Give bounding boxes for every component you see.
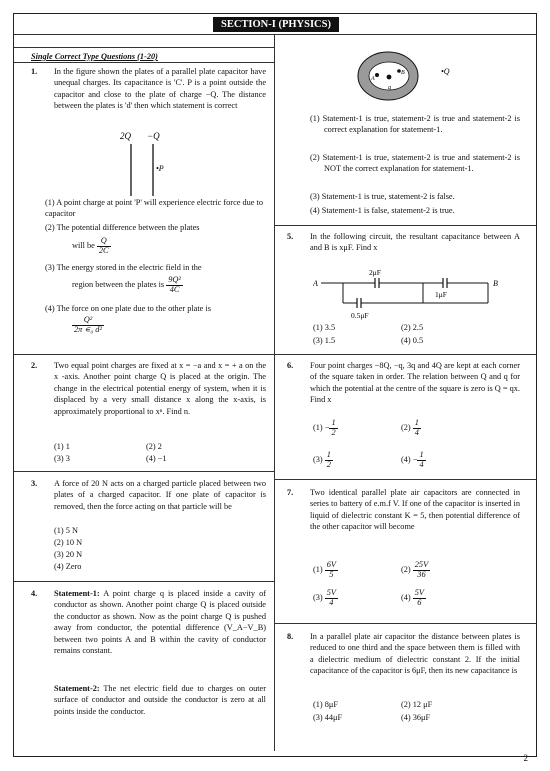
q5-option-4: (4) 0.5 <box>401 336 424 345</box>
q6-option-1: (1) − $\frac{1}{2}$ <box>313 418 336 437</box>
question-text: In the following circuit, the resultant capacitance between A and B is xμF. Find x <box>310 232 520 253</box>
q4-option-2: (2) Statement-1 is true, statement-2 is true and statement-2 is NOT the correct explanation for statement-1. <box>310 153 520 174</box>
row-rule-r4 <box>275 623 536 624</box>
question-number: 3. <box>31 479 38 488</box>
q5-option-1: (1) 3.5 <box>313 323 336 332</box>
q1-option-3: (3) The energy stored in the electric field in the <box>45 263 202 272</box>
row-rule-2 <box>14 471 275 472</box>
q3-option-1: (1) 5 N <box>54 526 78 535</box>
q7-option-1: (1) $\frac{6V}{5}$ <box>313 560 336 579</box>
question-number: 8. <box>287 632 294 641</box>
question-text: Two equal point charges are fixed at x = −a and x = + a on the x -axis. Another point charge Q is placed at the origin. The change in the electrical potential energy of system, when it is displaced by a very small distance x along the x-axis, is approximately proportional to xⁿ. Find n. <box>54 361 266 416</box>
q2-option-4: (4) −1 <box>146 454 167 463</box>
q8-option-3: (3) 44μF <box>313 713 343 722</box>
charge-Q: •Q <box>441 67 450 76</box>
q2-option-3: (3) 3 <box>54 454 70 463</box>
q7-option-3: (3) $\frac{5V}{4}$ <box>313 588 336 607</box>
terminal-a: A <box>313 279 318 288</box>
q8-option-1: (1) 8μF <box>313 700 338 709</box>
q6-option-4: (4) − $\frac{1}{4}$ <box>401 450 424 469</box>
cap-1uf-label: 1μF <box>435 290 447 299</box>
q8-option-2: (2) 12 μF <box>401 700 433 709</box>
question-text: Four point charges −8Q, −q, 3q and 4Q are kept at each corner of the square taken in order. The relation between Q and q for which the potential at the centre of the square is zero is Q = qx. Find x <box>310 361 520 405</box>
q4-option-3: (3) Statement-1 is true, statement-2 is false. <box>310 192 455 201</box>
point-p: •P <box>156 164 164 173</box>
section-label: Single Correct Type Questions (1-20) <box>31 52 158 61</box>
statement-1: Statement-1: A point charge q is placed inside a cavity of conductor as shown. Another point charge Q is placed outside the conductor as shown. Now as the point charge Q is pushed away from conductor, the potential difference (V_A−V_B) between two points A and B within the cavity of conductor remains constant. <box>54 589 266 656</box>
question-number: 1. <box>31 67 38 76</box>
q3-option-4: (4) Zero <box>54 562 82 571</box>
q1-option-2-lead: will be <box>72 241 95 251</box>
q1-option-2: (2) The potential difference between the plates <box>45 223 200 232</box>
q6-option-2: (2) $\frac{1}{4}$ <box>401 418 419 437</box>
point-a-label: A <box>371 76 375 82</box>
question-text: In the figure shown the plates of a parallel plate capacitor have unequal charges. Its capacitance is 'C'. P is a point outside the capacitor and close to the plate of charge −Q. The distance between the plates is 'd' then which statement is correct <box>54 67 266 111</box>
circuit-figure <box>313 265 523 320</box>
q7-option-2: (2) $\frac{25V}{36}$ <box>401 560 429 579</box>
q7-option-4: (4) $\frac{5V}{6}$ <box>401 588 424 607</box>
q5-option-2: (2) 2.5 <box>401 323 424 332</box>
charge-q <box>387 75 392 80</box>
q2-option-1: (1) 1 <box>54 442 70 451</box>
q1-option-4-expr: $\frac{\text{Q²}}{\text{2π ∊₀ d²}}$ <box>74 315 102 334</box>
question-text: Two identical parallel plate air capacitors are connected in series to battery of e.m.f V. If one of the capacitor is inserted in liquid of dielectric constant K = 5, then potential difference of the other capacitor will become <box>310 488 520 532</box>
point-b-label: B <box>401 70 405 76</box>
q6-option-3: (3) $\frac{1}{2}$ <box>313 450 331 469</box>
row-rule-3 <box>14 581 275 582</box>
statement-2: Statement-2: The net electric field due to charges on outer surface of conductor and outside the conductor is zero at all points inside the conductor. <box>54 684 266 716</box>
q3-option-2: (2) 10 N <box>54 538 83 547</box>
q5-option-3: (3) 1.5 <box>313 336 336 345</box>
plate-charge-left: 2Q <box>120 131 131 141</box>
question-text: A force of 20 N acts on a charged particle placed between two plates of a charged capacitor. If one plate of capacitor is removed, then the force acting on that particle will be <box>54 479 266 511</box>
q8-option-4: (4) 36μF <box>401 713 431 722</box>
cap-05uf-label: 0.5μF <box>351 311 369 320</box>
conductor-cavity-figure <box>355 49 475 109</box>
question-number: 4. <box>31 589 38 598</box>
q4-option-4: (4) Statement-1 is false, statement-2 is true. <box>310 206 455 215</box>
question-number: 6. <box>287 361 294 370</box>
cap-2uf-label: 2μF <box>369 268 381 277</box>
capacitor-figure <box>100 130 210 202</box>
q1-option-3-lead: region between the plates is <box>72 280 165 290</box>
q2-option-2: (2) 2 <box>146 442 162 451</box>
row-rule-r3 <box>275 479 536 480</box>
row-rule-r1 <box>275 225 536 226</box>
section-rule <box>14 62 275 63</box>
q1-option-1: (1) A point charge at point 'P' will experience electric force due to capacitor <box>45 198 264 219</box>
question-number: 5. <box>287 232 294 241</box>
left-top-rule <box>14 47 275 48</box>
terminal-b: B <box>493 279 498 288</box>
header-rule <box>14 34 536 35</box>
q4-option-1: (1) Statement-1 is true, statement-2 is true and statement-2 is correct explanation for statement-1. <box>310 114 520 135</box>
q1-option-2-expr: will be $\frac{Q}{2C}$ <box>72 236 109 255</box>
question-text: In a parallel plate air capacitor the distance between plates is reduced to one third and the space between them is filled with a dielectric medium of dielectric constant 2. If the initial capacitance of the capacitor is 6μF, then its new capacitance is <box>310 632 520 676</box>
question-number: 7. <box>287 488 294 497</box>
q3-option-3: (3) 20 N <box>54 550 83 559</box>
q1-option-4: (4) The force on one plate due to the other plate is <box>45 304 211 313</box>
page-number: 2 <box>523 753 528 763</box>
plate-charge-right: −Q <box>147 131 160 141</box>
section-header: SECTION-I (PHYSICS) <box>213 17 339 32</box>
q1-option-3-expr: region between the plates is $\frac{\text{9Q²}}{4C}$ <box>72 275 181 294</box>
question-number: 2. <box>31 361 38 370</box>
charge-q-label: q <box>388 85 391 91</box>
column-divider <box>274 34 275 751</box>
